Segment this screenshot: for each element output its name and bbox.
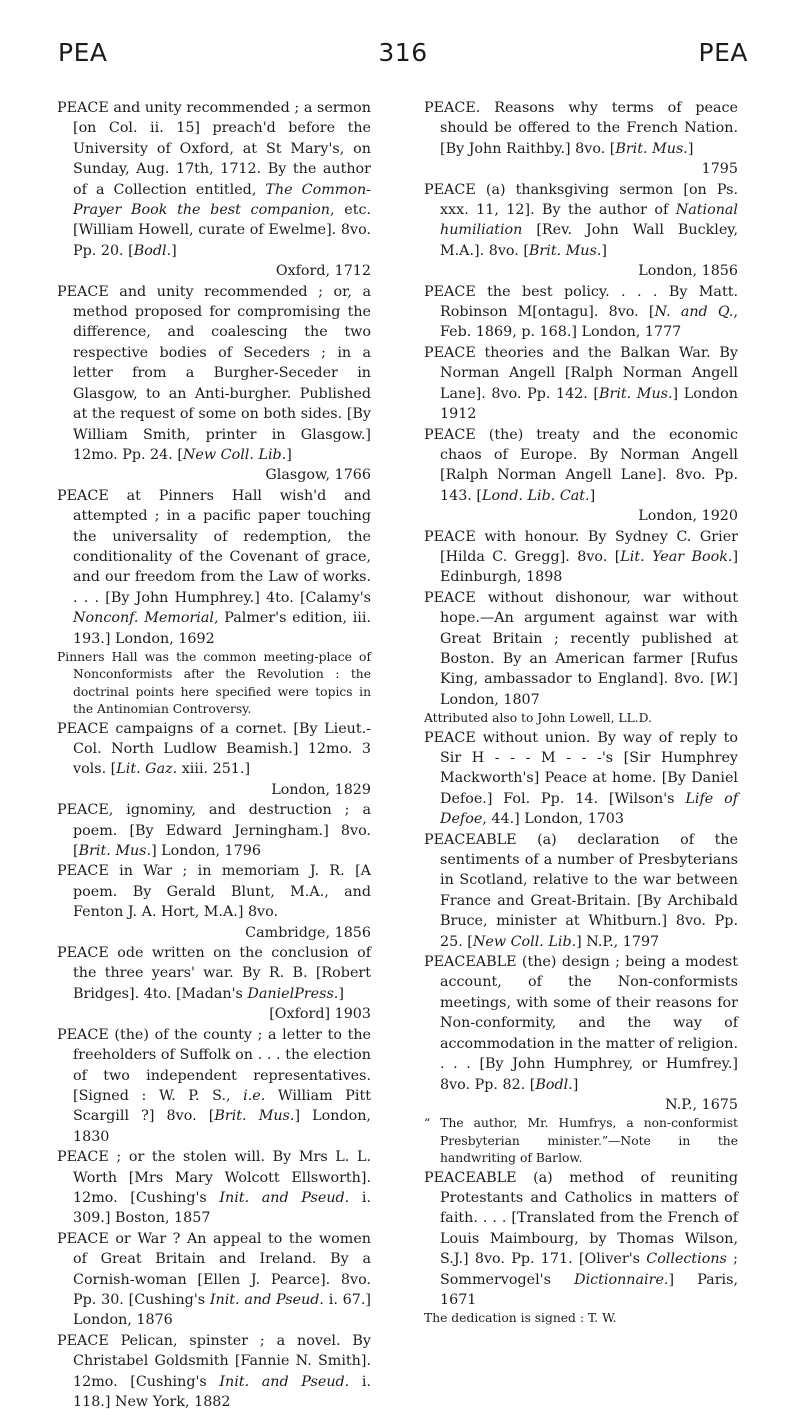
catalog-entry <box>424 98 738 180</box>
entry-text: PEACE in War ; in memoriam J. R. [A poem. By Gerald Blunt, M.A., and Fenton J. A. Hort, M.A.] 8vo. <box>57 863 371 921</box>
entry-text: PEACEABLE (a) method of reuniting Protestants and Catholics in matters of faith. . . . [Translated from the French of Louis Maimbourg, by Thomas Wilson, S.J.] 8vo. Pp. 171. [Oliver's <box>424 1169 738 1268</box>
entry-text: PEACEABLE (the) design ; being a modest account, of the Non-conformists meetings, with some of their reasons for Non-conformity, and the way of accommodation in the matter of religion. . . . [By John Humphrey, or Humfrey.] 8vo. Pp. 82. [ <box>424 954 738 1093</box>
catalog-entry <box>424 343 738 425</box>
entry-imprint: [Oxford] 1903 <box>269 1006 371 1023</box>
entry-text: , Palmer's edition, iii. 193.] London, 1692 <box>73 610 371 647</box>
entry-italic-text: Brit. Mus. <box>599 385 673 402</box>
entry-imprint: Oxford, 1712 <box>275 263 371 280</box>
catalog-entry <box>57 861 371 943</box>
entry-italic-text: Bodl. <box>535 1076 573 1093</box>
catalog-entry <box>57 98 371 282</box>
entry-text: ] London, 1796 <box>151 843 261 860</box>
entry-text: PEACE, ignominy, and destruction ; a poem. [By Edward Jerningham.] 8vo. [ <box>57 802 371 860</box>
entry-text: PEACE at Pinners Hall wish'd and attempted ; in a pacific paper touching the universality of redemption, the conditionality of the Covenant of grace, and our freedom from the Law of works. . . . [By John Humphrey.] 4to. [Calamy's <box>57 487 371 606</box>
entry-text: , etc. [William Howell, curate of Ewelme]. 8vo. Pp. 20. [ <box>73 202 371 259</box>
entry-note: Pinners Hall was the common meeting-place of Nonconformists after the Revolution : the doctrinal points here specified were topics in the Antinomian Controversy. <box>57 649 371 717</box>
entry-imprint: 1795 <box>701 161 738 178</box>
entry-note: The dedication is signed : T. W. <box>424 1311 617 1326</box>
entry-italic-text: Dictionnaire. <box>574 1271 669 1288</box>
entry-imprint: London, 1920 <box>638 508 738 525</box>
entry-italic-text: Brit. Mus. <box>528 242 602 259</box>
entry-text: ] London 1912 <box>440 385 738 423</box>
entry-text: PEACE and unity recommended ; or, a method proposed for compromising the difference, and coalescing the two respective bodies of Seceders ; in a letter from a Burgher-Seceder in Glasgow, to an Anti-burgher. Published at the request of some on both sides. [By William Smith, printer in Glasgow.] 12mo. Pp. 24. [ <box>57 283 371 463</box>
catalog-entry <box>424 282 738 343</box>
entry-text: ; Sommervogel's <box>440 1251 738 1288</box>
entry-imprint: London, 1829 <box>271 781 371 798</box>
entry-text: PEACE ; or the stolen will. By Mrs L. L. Worth [Mrs Mary Wolcott Ellsworth]. 12mo. [Cushing's <box>57 1149 371 1206</box>
entry-italic-text: Lit. Gaz. <box>116 761 178 778</box>
entry-text: ] <box>171 242 177 259</box>
catalog-entry <box>57 800 371 861</box>
catalog-entry <box>424 588 738 728</box>
entry-text: ] <box>601 242 607 259</box>
entry-text: William Pitt Scargill ?] 8vo. [ <box>73 1087 371 1125</box>
entry-text: i. 309.] Boston, 1857 <box>73 1189 371 1227</box>
catalog-entry <box>57 1229 371 1331</box>
entry-text: PEACE (a) thanksgiving sermon [on Ps. xxx. 11, 12]. By the author of <box>424 181 738 219</box>
entry-note: “ The author, Mr. Humfrys, a non-conformist Presbyterian minister.”—Note in the handwriting of Barlow. <box>424 1116 738 1166</box>
entry-text: PEACE the best policy. . . . By Matt. Robinson M[ontagu]. 8vo. [ <box>424 283 738 321</box>
entry-text: ] <box>572 1076 579 1093</box>
entry-text: PEACE campaigns of a cornet. [By Lieut.-Col. North Ludlow Beamish.] 12mo. 3 vols. [ <box>57 720 371 778</box>
entry-italic-text: W. <box>715 671 733 688</box>
entry-italic-text: Lit. Year Book. <box>620 548 733 565</box>
entry-italic-text: Bodl. <box>133 242 172 259</box>
entry-text: ] <box>338 985 344 1002</box>
catalog-entry <box>57 943 371 1025</box>
entry-text: PEACE. Reasons why terms of peace should be offered to the French Nation. [By John Raithby.] 8vo. [ <box>424 100 738 157</box>
entry-italic-text: Life of Defoe <box>440 790 738 828</box>
entry-text: PEACE theories and the Balkan War. By Norman Angell [Ralph Norman Angell Lane]. 8vo. Pp. 142. [ <box>424 344 738 402</box>
entry-text: PEACE or War ? An appeal to the women of Great Britain and Ireland. By a Cornish-woman [Ellen J. Pearce]. 8vo. Pp. 30. [Cushing's <box>57 1230 371 1308</box>
entry-italic-text: Brit. Mus. <box>615 140 688 157</box>
entry-text: PEACE without dishonour, war without hope.—An argument against war with Great Britain ; recently published at Boston. By an American farmer [Rufus King, ambassador to England]. 8vo. [ <box>424 589 738 688</box>
header-right-word: PEA <box>698 38 748 67</box>
entry-imprint: N.P., 1675 <box>665 1096 738 1113</box>
entry-italic-text: Nonconf. Memorial <box>73 610 214 627</box>
entry-italic-text: N. and Q. <box>654 304 734 321</box>
entry-italic-text: Brit. Mus. <box>78 843 152 860</box>
catalog-entry <box>57 1025 371 1147</box>
entry-text: PEACE ode written on the conclusion of the three years' war. By R. B. [Robert Bridges]. 4to. [Madan's <box>57 945 371 1002</box>
right-column <box>424 98 738 1328</box>
entry-text: ] London, 1830 <box>73 1108 371 1145</box>
entry-text: xiii. 251.] <box>177 761 251 778</box>
catalog-entry <box>57 486 371 719</box>
catalog-entry <box>424 425 738 527</box>
entry-imprint: Glasgow, 1766 <box>265 467 371 484</box>
entry-italic-text: New Coll. Lib. <box>182 446 287 463</box>
entry-text: ] London, 1807 <box>440 671 738 708</box>
entry-text: , 44.] London, 1703 <box>482 811 624 828</box>
entry-text: PEACE without union. By way of reply to Sir H - - - M - - -'s [Sir Humphrey Mackworth's] Peace at home. [By Daniel Defoe.] Fol. Pp. 14. [Wilson's <box>424 729 738 807</box>
entry-italic-text: Init. and Pseud. <box>209 1291 324 1308</box>
entry-text: ] N.P., 1797 <box>576 933 660 950</box>
catalog-entry <box>424 830 738 952</box>
entry-text: PEACE (the) treaty and the economic chaos of Europe. By Norman Angell [Ralph Norman Angell Lane]. 8vo. Pp. 143. [ <box>424 426 738 504</box>
entry-imprint: Cambridge, 1856 <box>245 924 371 941</box>
running-header <box>58 38 748 72</box>
entry-text: ] <box>589 487 596 504</box>
entry-italic-text: National humiliation <box>440 202 738 239</box>
header-left-word: PEA <box>58 38 108 67</box>
entry-italic-text: Lond. Lib. Cat. <box>481 487 590 504</box>
entry-italic-text: Init. and Pseud. <box>219 1189 350 1206</box>
entry-text: i. 118.] New York, 1882 <box>73 1373 371 1410</box>
entry-text: i. 67.] London, 1876 <box>73 1291 371 1329</box>
catalog-entry <box>424 527 738 588</box>
catalog-entry <box>57 282 371 486</box>
entry-text: ] <box>687 140 694 157</box>
catalog-entry <box>424 952 738 1167</box>
entry-text: ] Edinburgh, 1898 <box>440 548 739 586</box>
page-number: 316 <box>378 38 428 67</box>
entry-italic-text: The Common-Prayer Book the best companion <box>73 181 371 219</box>
entry-text: PEACEABLE (a) declaration of the sentiments of a number of Presbyterians in Scotland, relative to the war between France and Great-Britain. [By Archibald Bruce, minister at Whitburn.] 8vo. Pp. 25. [ <box>424 831 738 950</box>
catalog-entry <box>57 1147 371 1229</box>
catalog-entry <box>57 719 371 801</box>
entry-italic-text: DanielPress. <box>247 985 339 1002</box>
entry-text: PEACE (the) of the county ; a letter to the freeholders of Suffolk on . . . the election of two independent representatives. [Signed : W. P. S., <box>57 1026 371 1104</box>
entry-imprint: London, 1856 <box>638 263 738 280</box>
entry-text: PEACE Pelican, spinster ; a novel. By Christabel Goldsmith [Fannie N. Smith]. 12mo. [Cushing's <box>57 1332 371 1390</box>
entry-note: Attributed also to John Lowell, LL.D. <box>424 711 652 726</box>
entry-text: ] Paris, 1671 <box>440 1271 738 1308</box>
entry-text: PEACE with honour. By Sydney C. Grier [Hilda C. Gregg]. 8vo. [ <box>424 528 738 565</box>
entry-text: ] <box>286 446 292 463</box>
entry-text: , Feb. 1869, p. 168.] London, 1777 <box>440 304 738 341</box>
entry-text: [Rev. John Wall Buckley, M.A.]. 8vo. [ <box>440 222 738 259</box>
entry-italic-text: Brit. Mus. <box>214 1108 295 1125</box>
entry-italic-text: Init. and Pseud. <box>219 1373 350 1390</box>
entry-text: PEACE and unity recommended ; a sermon [on Col. ii. 15] preach'd before the University of Oxford, at St Mary's, on Sunday, Aug. 17th, 1712. By the author of a Collection entitled, <box>57 100 371 198</box>
catalog-entry <box>424 728 738 830</box>
entry-italic-text: Collections <box>646 1251 727 1268</box>
catalog-entry <box>57 1331 371 1412</box>
entry-italic-text: i.e. <box>243 1087 266 1104</box>
catalog-entry <box>424 180 738 282</box>
entry-italic-text: New Coll. Lib. <box>472 933 577 950</box>
catalog-entry <box>424 1168 738 1328</box>
left-column <box>57 98 371 1412</box>
